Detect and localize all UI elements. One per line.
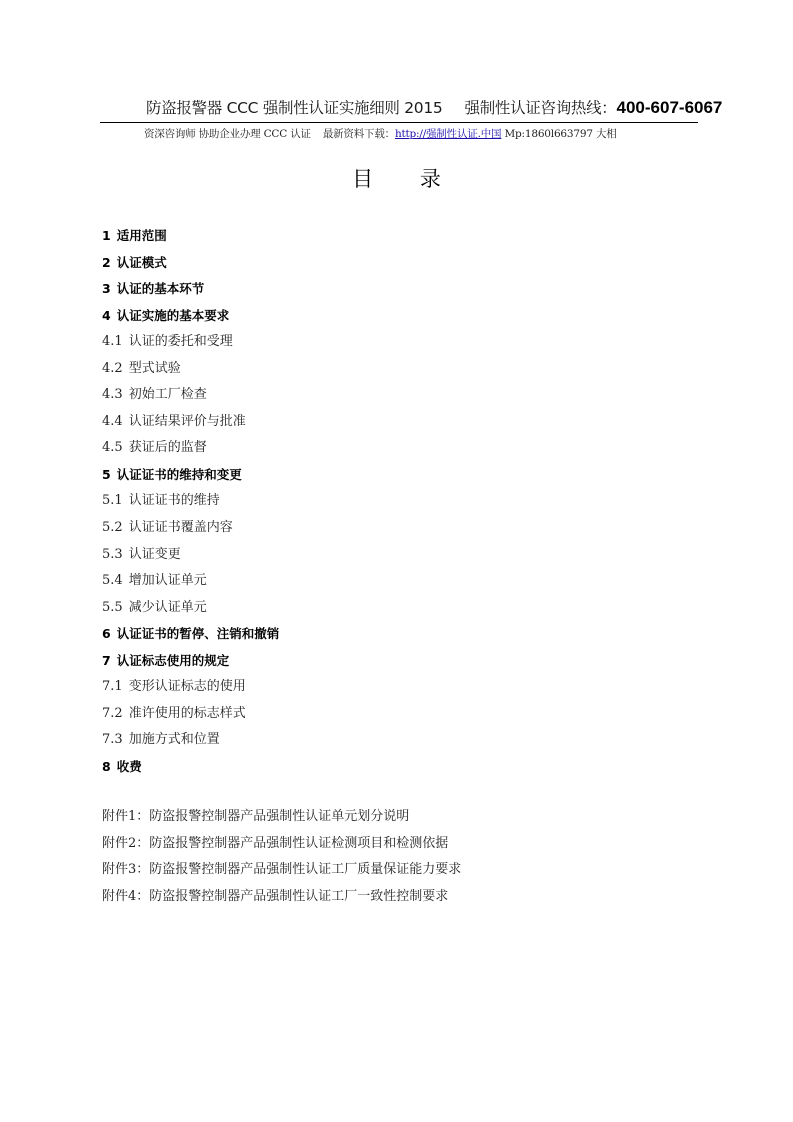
toc-number: 5 — [102, 466, 111, 482]
toc-number: 5.4 — [102, 573, 123, 589]
hotline-number: 400-607-6067 — [616, 98, 723, 117]
toc-subsection[interactable] — [102, 544, 279, 571]
toc-section[interactable] — [102, 623, 279, 650]
toc-subsection[interactable] — [102, 437, 279, 464]
toc-label: 准许使用的标志样式 — [128, 705, 246, 721]
download-label: 最新资料下载： — [322, 128, 395, 140]
toc-number: 6 — [102, 626, 111, 642]
header-line — [100, 96, 723, 120]
appendix-item[interactable]: 附件3：防盗报警控制器产品强制性认证工厂质量保证能力要求 — [102, 862, 462, 877]
appendix-item[interactable]: 附件4：防盗报警控制器产品强制性认证工厂一致性控制要求 — [102, 888, 449, 904]
header-divider — [100, 122, 698, 123]
toc-number: 4.2 — [102, 360, 123, 376]
appendix-item[interactable]: 附件2：防盗报警控制器产品强制性认证检测项目和检测依据 — [102, 835, 449, 851]
toc-label: 认证证书的维持 — [128, 493, 220, 509]
toc-section[interactable] — [102, 225, 279, 252]
toc-subsection[interactable] — [102, 703, 279, 730]
toc-section[interactable] — [102, 305, 279, 332]
toc-section[interactable] — [102, 650, 279, 677]
toc-label: 收费 — [116, 758, 142, 774]
toc-subsection[interactable] — [102, 490, 279, 517]
toc-number: 4 — [102, 307, 111, 323]
toc-number: 4.5 — [102, 440, 123, 456]
toc-subsection[interactable] — [102, 358, 279, 385]
toc-number: 1 — [102, 228, 111, 243]
toc-number: 7.3 — [102, 732, 123, 748]
header-title: 防盗报警器 CCC 强制性认证实施细则 2015 — [146, 99, 443, 117]
toc-number: 5.3 — [102, 546, 123, 562]
consultant-text: 资深咨询师 协助企业办理 CCC 认证 — [144, 128, 311, 140]
toc-number: 4.3 — [102, 387, 123, 403]
toc-title: 目 录 — [352, 167, 461, 191]
toc-label: 认证证书的暂停、注销和撤销 — [116, 626, 280, 642]
appendix-item[interactable]: 附件1：防盗报警控制器产品强制性认证单元划分说明 — [102, 809, 410, 824]
header-subline — [100, 126, 698, 141]
toc-number: 4.4 — [102, 413, 123, 429]
toc-label: 认证实施的基本要求 — [116, 307, 230, 323]
toc-section[interactable] — [102, 278, 279, 305]
toc-subsection[interactable] — [102, 517, 279, 544]
toc-number: 4.1 — [102, 334, 123, 350]
toc-number: 7.1 — [102, 679, 123, 695]
toc-number: 5.5 — [102, 599, 123, 615]
toc-subsection[interactable] — [102, 570, 279, 597]
toc-number: 7 — [102, 652, 111, 668]
toc-subsection[interactable] — [102, 676, 279, 703]
toc-label: 型式试验 — [128, 360, 181, 376]
page-header — [100, 96, 723, 141]
toc-subsection[interactable] — [102, 597, 279, 624]
toc-subsection[interactable] — [102, 384, 279, 411]
toc-label: 认证证书覆盖内容 — [128, 520, 233, 536]
hotline-label: 强制性认证咨询热线： — [464, 99, 617, 117]
toc-label: 认证结果评价与批准 — [128, 413, 246, 429]
toc-label: 初始工厂检查 — [128, 387, 207, 403]
toc-subsection[interactable] — [102, 411, 279, 438]
toc-number: 5.1 — [102, 493, 123, 509]
toc-label: 认证变更 — [128, 546, 181, 562]
toc-number: 2 — [102, 254, 111, 270]
toc-number: 7.2 — [102, 705, 123, 721]
toc-number: 5.2 — [102, 520, 123, 536]
toc-label: 认证标志使用的规定 — [116, 652, 230, 668]
toc-list — [102, 225, 279, 782]
toc-label: 增加认证单元 — [128, 573, 207, 589]
toc-subsection[interactable] — [102, 729, 279, 756]
toc-label: 认证证书的维持和变更 — [116, 466, 242, 482]
toc-label: 认证的基本环节 — [116, 281, 205, 297]
toc-number: 3 — [102, 281, 111, 297]
appendix-list — [102, 806, 461, 912]
toc-label: 变形认证标志的使用 — [128, 679, 246, 695]
toc-label: 获证后的监督 — [128, 440, 207, 456]
download-link[interactable]: http://强制性认证.中国 — [394, 128, 502, 140]
toc-section[interactable] — [102, 252, 279, 279]
toc-label: 减少认证单元 — [128, 599, 207, 615]
toc-subsection[interactable] — [102, 331, 279, 358]
contact-text: Mp:1860l663797 大相 — [504, 128, 617, 140]
toc-label: 加施方式和位置 — [128, 732, 220, 748]
toc-section[interactable] — [102, 756, 279, 783]
toc-label: 认证模式 — [116, 254, 167, 270]
toc-section[interactable] — [102, 464, 279, 491]
toc-label: 适用范围 — [116, 228, 167, 243]
toc-number: 8 — [102, 758, 111, 774]
toc-label: 认证的委托和受理 — [128, 334, 233, 350]
